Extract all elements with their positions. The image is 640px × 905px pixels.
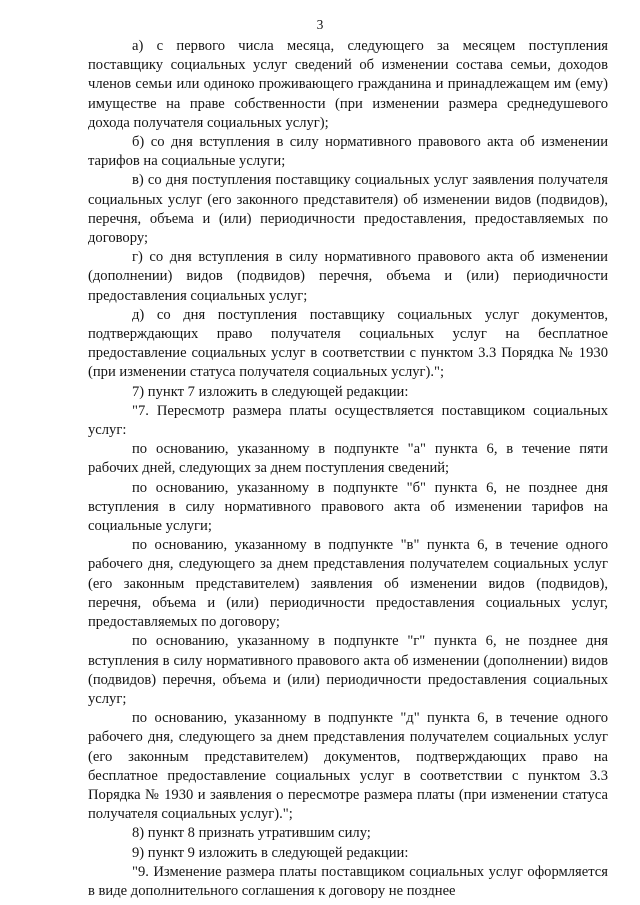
paragraph-subpoint-a: а) с первого числа месяца, следующего за месяцем поступления поставщику социальных услуг сведений об изменении состава семьи, доходов членов семьи или одиноко проживающего гражданина и принадлежащем им (ему) имуществе на праве собственности (при изменении размера среднедушевого дохода получателя социальных услуг); (88, 38, 608, 131)
paragraph-basis-v: по основанию, указанному в подпункте "в" пункта 6, в течение одного рабочего дня, следующего за днем представления получателем социальных услуг (его законным представителем) заявления об изменении видов (подвидов), перечня, объема и (или) периодичности предоставления социальных услуг, предоставляемых по договору; (88, 537, 608, 631)
page-number: 3 (316, 17, 324, 32)
paragraph-item-9-instruction: 9) пункт 9 изложить в следующей редакции: (132, 844, 409, 861)
paragraph-subpoint-g: г) со дня вступления в силу нормативного правового акта об изменении (дополнении) видов (подвидов) перечня, объема и (или) периодичности предоставления социальных услуг; (88, 249, 608, 304)
paragraph-basis-d: по основанию, указанному в подпункте "д" пункта 6, в течение одного рабочего дня, следующего за днем представления получателем социальных услуг (его законным представителем) документов, подтверждающих право на бесплатное предоставление социальных услуг в соответствии с пунктом 3.3 Порядка № 1930 и заявления о пересмотре размера платы (при изменении статуса получателя социальных услуг)."; (88, 710, 608, 823)
paragraph-item-7-text: "7. Пересмотр размера платы осуществляется поставщиком социальных услуг: (88, 402, 608, 439)
paragraph-basis-b: по основанию, указанному в подпункте "б" пункта 6, не позднее дня вступления в силу нормативного правового акта об изменении тарифов на социальные услуги; (88, 479, 608, 535)
paragraph-subpoint-b: б) со дня вступления в силу нормативного правового акта об изменении тарифов на социальные услуги; (88, 134, 608, 170)
paragraph-item-8: 8) пункт 8 признать утратившим силу; (132, 825, 371, 842)
paragraph-basis-g: по основанию, указанному в подпункте "г" пункта 6, не позднее дня вступления в силу нормативного правового акта об изменении (дополнении) видов (подвидов) перечня, объема и (или) периодичности предоставления социальных услуг; (88, 633, 608, 707)
paragraph-item-9-text: "9. Изменение размера платы поставщиком социальных услуг оформляется в виде дополнительного соглашения к договору не позднее (88, 863, 608, 899)
paragraph-subpoint-d: д) со дня поступления поставщику социальных услуг документов, подтверждающих право получателя социальных услуг на бесплатное предоставление социальных услуг в соответствии с пунктом 3.3 Порядка № 1930 (при изменении статуса получателя социальных услуг)."; (88, 306, 608, 381)
document-body (88, 37, 608, 901)
paragraph-basis-a: по основанию, указанному в подпункте "а" пункта 6, в течение пяти рабочих дней, следующих за днем поступления сведений; (88, 441, 608, 477)
paragraph-item-7-instruction: 7) пункт 7 изложить в следующей редакции: (132, 383, 409, 400)
paragraph-subpoint-v: в) со дня поступления поставщику социальных услуг заявления получателя социальных услуг (его законного представителя) об изменении видов (подвидов), перечня, объема и (или) периодичности предоставления, предоставляемых по договору; (88, 172, 608, 247)
